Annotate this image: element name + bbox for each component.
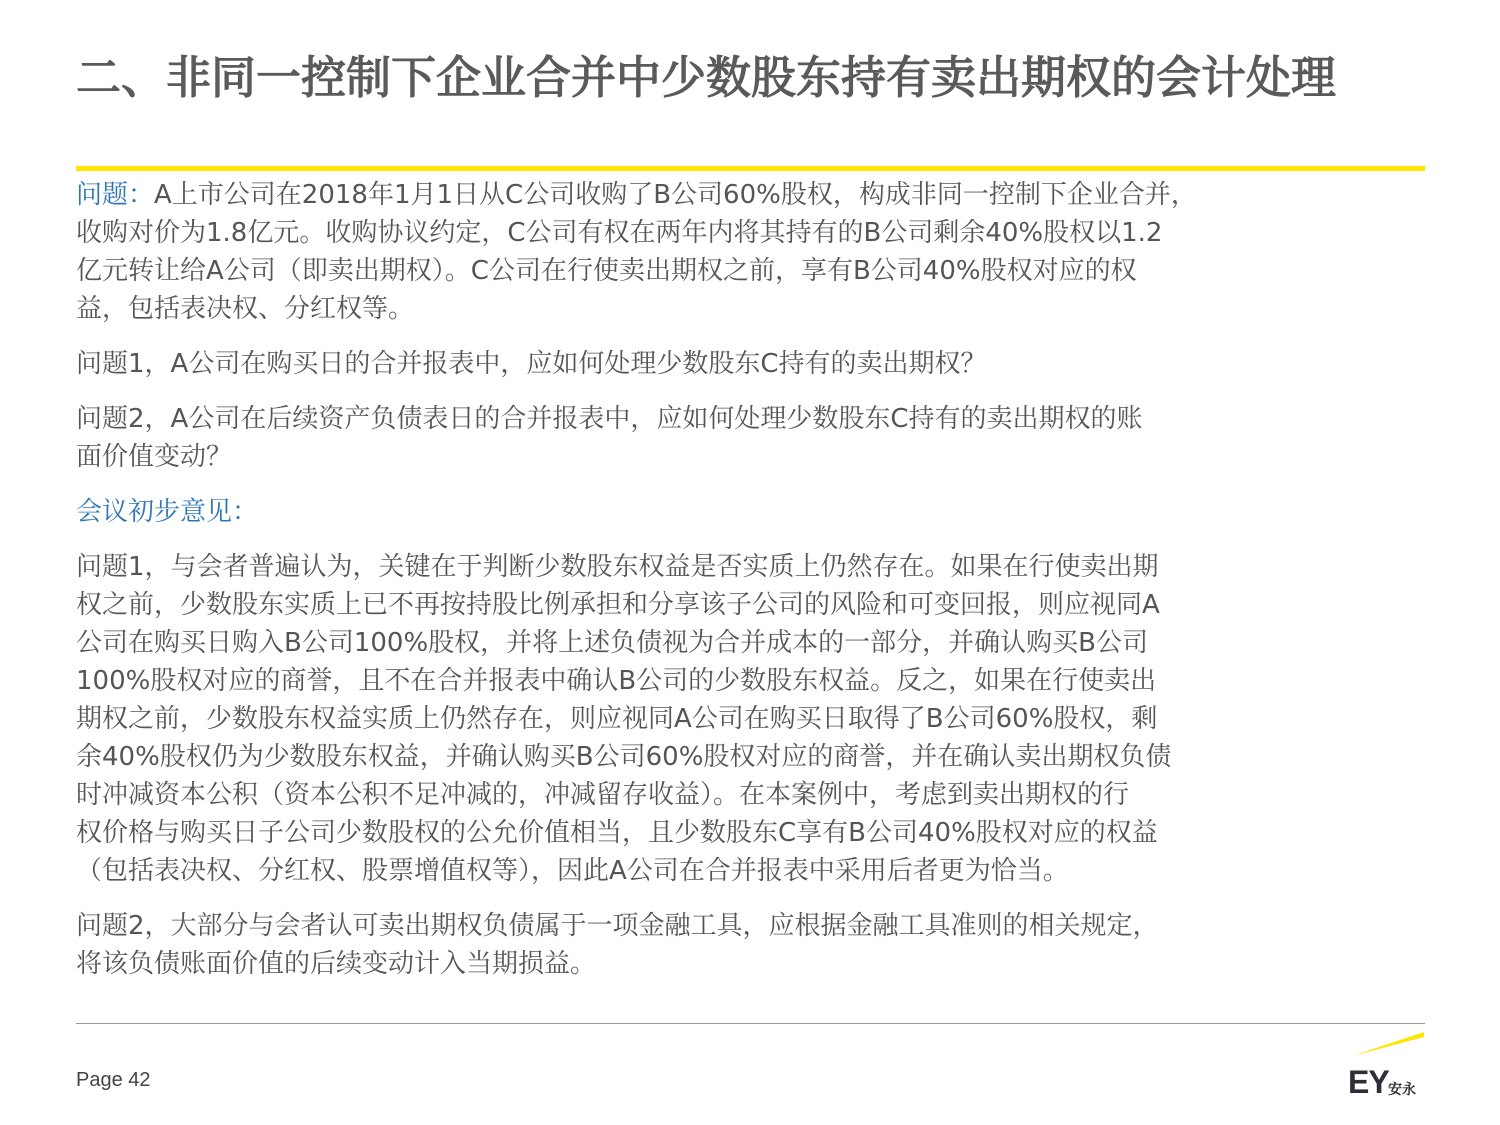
content-body [76, 176, 1436, 1000]
answer-1-line-9: （包括表决权、分红权、股票增值权等），因此A公司在合并报表中采用后者更为恰当。 [76, 856, 1069, 886]
question-1: 问题1，A公司在购买日的合并报表中，应如何处理少数股东C持有的卖出期权？ [76, 349, 987, 379]
answer-1-line-6: 余40%股权仍为少数股东权益，并确认购买B公司60%股权对应的商誉，并在确认卖出期权负债 [76, 742, 1172, 772]
ey-logo [1348, 1030, 1428, 1100]
question-2-line-1: 问题2，A公司在后续资产负债表日的合并报表中，应如何处理少数股东C持有的卖出期权的账 [76, 404, 1143, 434]
answer-1-line-4: 100%股权对应的商誉，且不在合并报表中确认B公司的少数股东权益。反之，如果在行使卖出 [76, 666, 1157, 696]
question-2-line-2: 面价值变动？ [76, 442, 233, 472]
answer-1-line-8: 权价格与购买日子公司少数股权的公允价值相当，且少数股东C享有B公司40%股权对应的权益 [76, 818, 1158, 848]
logo-ey-text: EY [1348, 1064, 1389, 1100]
question-line-2: 收购对价为1.8亿元。收购协议约定，C公司有权在两年内将其持有的B公司剩余40%股权以1.2 [76, 218, 1163, 248]
page-number: Page 42 [76, 1069, 151, 1091]
answer-2-line-1: 问题2，大部分与会者认可卖出期权负债属于一项金融工具，应根据金融工具准则的相关规定， [76, 911, 1159, 941]
answer-1-line-3: 公司在购买日购入B公司100%股权，并将上述负债视为合并成本的一部分，并确认购买B公司 [76, 628, 1149, 658]
answer-1-line-5: 期权之前，少数股东权益实质上仍然存在，则应视同A公司在购买日取得了B公司60%股权，剩 [76, 704, 1158, 734]
answer-1-line-7: 时冲减资本公积（资本公积不足冲减的，冲减留存收益）。在本案例中，考虑到卖出期权的行 [76, 780, 1130, 810]
answer-2-line-2: 将该负债账面价值的后续变动计入当期损益。 [76, 949, 597, 979]
question-line-4: 益，包括表决权、分红权等。 [76, 294, 415, 324]
logo-cn-text: 安永 [1388, 1082, 1416, 1098]
answer-2 [76, 907, 1436, 983]
footer-divider [76, 1023, 1425, 1024]
question-label: 问题： [76, 180, 155, 210]
answer-1 [76, 548, 1436, 890]
answer-1-line-2: 权之前，少数股东实质上已不再按持股比例承担和分享该子公司的风险和可变回报，则应视同A [76, 590, 1160, 620]
question-line-1: A上市公司在2018年1月1日从C公司收购了B公司60%股权，构成非同一控制下企业合并， [154, 180, 1197, 210]
question-2 [76, 400, 1436, 476]
page-title: 二、非同一控制下企业合并中少数股东持有卖出期权的会计处理 [76, 51, 1337, 104]
title-underline-rule [76, 166, 1425, 171]
answer-1-line-1: 问题1，与会者普遍认为，关键在于判断少数股东权益是否实质上仍然存在。如果在行使卖出期 [76, 552, 1159, 582]
opinion-heading: 会议初步意见： [76, 497, 259, 527]
question-paragraph [76, 176, 1436, 328]
question-line-3: 亿元转让给A公司（即卖出期权）。C公司在行使卖出期权之前，享有B公司40%股权对应的权 [76, 256, 1137, 286]
